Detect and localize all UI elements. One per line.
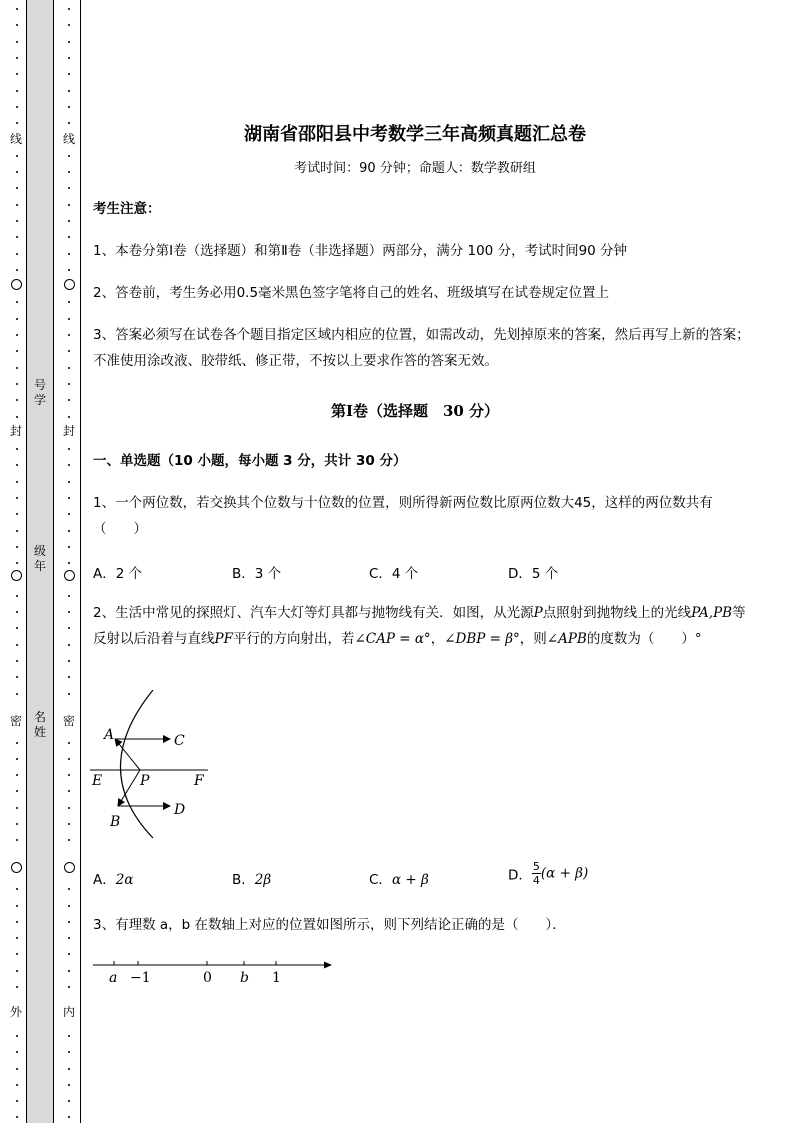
binding-dot bbox=[68, 676, 70, 678]
q1-option-d: D．5 个 bbox=[508, 566, 559, 582]
inner-dotted-line bbox=[59, 0, 79, 1123]
binding-dot bbox=[68, 204, 70, 206]
binding-dot bbox=[16, 1084, 18, 1086]
binding-dot bbox=[68, 790, 70, 792]
q2-option-b: B．2β bbox=[232, 872, 272, 888]
binding-dot bbox=[68, 970, 70, 972]
parabola-curve bbox=[121, 690, 154, 838]
binding-dot bbox=[68, 1035, 70, 1037]
binding-dot bbox=[68, 383, 70, 385]
inner-mark-nei: 内 bbox=[62, 1005, 75, 1019]
inner-mark-feng: 封 bbox=[62, 424, 75, 438]
binding-dot bbox=[68, 187, 70, 189]
binding-dot bbox=[16, 269, 18, 271]
binding-dot bbox=[68, 1116, 70, 1118]
binding-dot bbox=[68, 41, 70, 43]
field-class: 级 年 bbox=[33, 544, 46, 573]
binding-dot bbox=[68, 73, 70, 75]
binding-dot bbox=[68, 823, 70, 825]
binding-dot bbox=[68, 986, 70, 988]
binding-dot bbox=[68, 106, 70, 108]
binding-dot bbox=[16, 1068, 18, 1070]
binding-dot bbox=[16, 823, 18, 825]
binding-dot bbox=[68, 8, 70, 10]
binding-dot bbox=[68, 953, 70, 955]
inner-mark-xian: 线 bbox=[62, 132, 75, 146]
binding-dot bbox=[16, 90, 18, 92]
section-title: 第Ⅰ卷（选择题 30 分） bbox=[330, 402, 500, 420]
binding-dot bbox=[16, 546, 18, 548]
binding-dot bbox=[68, 253, 70, 255]
binding-dot bbox=[16, 1100, 18, 1102]
notice-item-3: 3、答案必须写在试卷各个题目指定区域内相应的位置，如需改动，先划掉原来的答案，然后再写上新的答案；不准使用涂改液、胶带纸、修正带，不按以上要求作答的答案无效。 bbox=[93, 327, 750, 369]
outer-mark-xian: 线 bbox=[9, 132, 22, 146]
binding-dot bbox=[68, 758, 70, 760]
binding-dot bbox=[16, 334, 18, 336]
field-name: 名 姓 bbox=[33, 710, 46, 739]
outer-mark-feng: 封 bbox=[9, 424, 22, 438]
q1-option-a: A．2 个 bbox=[93, 566, 143, 582]
notice-item-1: 1、本卷分第Ⅰ卷（选择题）和第Ⅱ卷（非选择题）两部分，满分 100 分，考试时间90 分钟 bbox=[93, 243, 628, 259]
binding-dot bbox=[16, 41, 18, 43]
binding-dot bbox=[16, 481, 18, 483]
binding-dot bbox=[68, 530, 70, 532]
binding-dot bbox=[16, 595, 18, 597]
label-e: E bbox=[92, 773, 103, 789]
binding-dot bbox=[16, 318, 18, 320]
binding-dot bbox=[68, 1068, 70, 1070]
binding-dot bbox=[68, 24, 70, 26]
binding-dot bbox=[68, 937, 70, 939]
binding-dot bbox=[16, 1035, 18, 1037]
binding-dot bbox=[68, 155, 70, 157]
binding-dot bbox=[16, 57, 18, 59]
outer-mark-wai: 外 bbox=[9, 1005, 22, 1019]
binding-dot bbox=[68, 481, 70, 483]
binding-dot bbox=[68, 921, 70, 923]
outer-dotted-line bbox=[7, 0, 27, 1123]
outer-circle-2 bbox=[11, 570, 22, 581]
binding-dot bbox=[68, 171, 70, 173]
question-3-text: 3、有理数 a，b 在数轴上对应的位置如图所示，则下列结论正确的是（ ）． bbox=[93, 917, 566, 933]
ray-pa bbox=[115, 739, 140, 770]
binding-dot bbox=[68, 660, 70, 662]
q2-option-c: C．α + β bbox=[369, 872, 429, 888]
binding-dot bbox=[16, 742, 18, 744]
binding-dot bbox=[68, 399, 70, 401]
binding-dot bbox=[16, 774, 18, 776]
margin-rule bbox=[80, 0, 81, 1123]
question-1-text: 1、一个两位数，若交换其个位数与十位数的位置，则所得新两位数比原两位数大45，这样的两位数共有（ ） bbox=[93, 495, 713, 537]
binding-dot bbox=[16, 807, 18, 809]
exam-title: 湖南省邵阳县中考数学三年高频真题汇总卷 bbox=[244, 124, 586, 145]
binding-dot bbox=[16, 921, 18, 923]
binding-dot bbox=[16, 24, 18, 26]
binding-dot bbox=[16, 676, 18, 678]
binding-dot bbox=[16, 790, 18, 792]
label-f: F bbox=[194, 773, 204, 789]
binding-dot bbox=[16, 8, 18, 10]
part-heading: 一、单选题（10 小题，每小题 3 分，共计 30 分） bbox=[93, 453, 407, 469]
outer-mark-mi: 密 bbox=[9, 714, 22, 728]
binding-dot bbox=[16, 937, 18, 939]
label-a: a bbox=[109, 970, 118, 986]
parabola-figure bbox=[88, 690, 218, 840]
binding-dot bbox=[16, 155, 18, 157]
binding-dot bbox=[68, 350, 70, 352]
field-student-number: 号 学 bbox=[33, 378, 46, 407]
binding-dot bbox=[68, 416, 70, 418]
binding-dot bbox=[68, 611, 70, 613]
binding-dot bbox=[68, 318, 70, 320]
binding-dot bbox=[16, 416, 18, 418]
binding-dot bbox=[68, 1051, 70, 1053]
q2-option-d: D． $\frac{5}{4}$ (α + β) bbox=[508, 860, 589, 887]
inner-mark-mi: 密 bbox=[62, 714, 75, 728]
notice-item-2: 2、答卷前，考生务必用0.5毫米黑色签字笔将自己的姓名、班级填写在试卷规定位置上 bbox=[93, 285, 610, 301]
binding-dot bbox=[16, 611, 18, 613]
binding-dot bbox=[16, 73, 18, 75]
binding-dot bbox=[68, 1100, 70, 1102]
band-right-rule bbox=[53, 0, 54, 1123]
binding-dot bbox=[16, 448, 18, 450]
binding-dot bbox=[68, 448, 70, 450]
q1-option-c: C．4 个 bbox=[369, 566, 419, 582]
binding-dot bbox=[16, 530, 18, 532]
question-2-text: 2、生活中常见的探照灯、汽车大灯等灯具都与抛物线有关．如图，从光源P点照射到抛物线上的光线PA,PB等反射以后沿着与直线PF平行的方向射出，若∠CAP = α°，∠DBP = β°，则∠APB的度数为（ ）° bbox=[93, 605, 746, 647]
binding-dot bbox=[68, 367, 70, 369]
label-zero: 0 bbox=[203, 970, 212, 986]
binding-dot bbox=[16, 204, 18, 206]
exam-subtitle: 考试时间：90 分钟；命题人：数学教研组 bbox=[294, 161, 536, 176]
label-p: P bbox=[140, 773, 150, 789]
binding-dot bbox=[16, 367, 18, 369]
binding-dot bbox=[16, 236, 18, 238]
binding-dot bbox=[68, 269, 70, 271]
binding-dot bbox=[16, 383, 18, 385]
binding-dot bbox=[68, 742, 70, 744]
binding-dot bbox=[68, 90, 70, 92]
binding-dot bbox=[16, 187, 18, 189]
binding-dot bbox=[68, 644, 70, 646]
binding-dot bbox=[68, 464, 70, 466]
binding-dot bbox=[16, 644, 18, 646]
binding-dot bbox=[68, 220, 70, 222]
inner-circle-2 bbox=[64, 570, 75, 581]
binding-dot bbox=[68, 595, 70, 597]
binding-dot bbox=[16, 986, 18, 988]
binding-dot bbox=[16, 464, 18, 466]
binding-dot bbox=[68, 839, 70, 841]
binding-dot bbox=[16, 905, 18, 907]
fraction: $\frac{5}{4}$ bbox=[532, 860, 540, 887]
binding-dot bbox=[16, 839, 18, 841]
label-minus-one: −1 bbox=[130, 970, 151, 986]
binding-dot bbox=[68, 1084, 70, 1086]
binding-dot bbox=[16, 122, 18, 124]
binding-dot bbox=[16, 171, 18, 173]
binding-dot bbox=[16, 350, 18, 352]
binding-dot bbox=[68, 513, 70, 515]
q2-option-a: A．2α bbox=[93, 872, 134, 888]
label-b: B bbox=[110, 814, 121, 830]
label-c: C bbox=[174, 733, 185, 749]
binding-dot bbox=[16, 106, 18, 108]
label-a: A bbox=[104, 727, 115, 743]
label-one: 1 bbox=[272, 970, 281, 986]
binding-dot bbox=[16, 970, 18, 972]
binding-dot bbox=[16, 888, 18, 890]
binding-dot bbox=[16, 497, 18, 499]
binding-dot bbox=[16, 562, 18, 564]
binding-dot bbox=[68, 497, 70, 499]
binding-dot bbox=[68, 888, 70, 890]
binding-dot bbox=[68, 122, 70, 124]
binding-dot bbox=[16, 1051, 18, 1053]
binding-dot bbox=[68, 236, 70, 238]
label-d: D bbox=[174, 802, 186, 818]
binding-dot bbox=[68, 693, 70, 695]
binding-dot bbox=[16, 660, 18, 662]
number-line bbox=[90, 952, 340, 992]
binding-dot bbox=[16, 399, 18, 401]
binding-dot bbox=[16, 220, 18, 222]
q1-option-b: B．3 个 bbox=[232, 566, 282, 582]
binding-dot bbox=[16, 758, 18, 760]
inner-circle-1 bbox=[64, 279, 75, 290]
number-line-arrow bbox=[324, 962, 332, 969]
binding-dot bbox=[16, 513, 18, 515]
binding-dot bbox=[68, 57, 70, 59]
binding-dot bbox=[68, 807, 70, 809]
outer-circle-1 bbox=[11, 279, 22, 290]
binding-dot bbox=[16, 953, 18, 955]
binding-dot bbox=[16, 1116, 18, 1118]
label-b: b bbox=[240, 970, 249, 986]
binding-dot bbox=[16, 301, 18, 303]
binding-dot bbox=[16, 627, 18, 629]
outer-circle-3 bbox=[11, 862, 22, 873]
binding-dot bbox=[68, 301, 70, 303]
binding-dot bbox=[68, 774, 70, 776]
binding-dot bbox=[68, 905, 70, 907]
binding-dot bbox=[68, 562, 70, 564]
notice-heading: 考生注意： bbox=[93, 201, 161, 217]
inner-circle-3 bbox=[64, 862, 75, 873]
binding-dot bbox=[68, 627, 70, 629]
binding-dot bbox=[68, 334, 70, 336]
binding-dot bbox=[68, 546, 70, 548]
binding-dot bbox=[16, 693, 18, 695]
binding-dot bbox=[16, 253, 18, 255]
